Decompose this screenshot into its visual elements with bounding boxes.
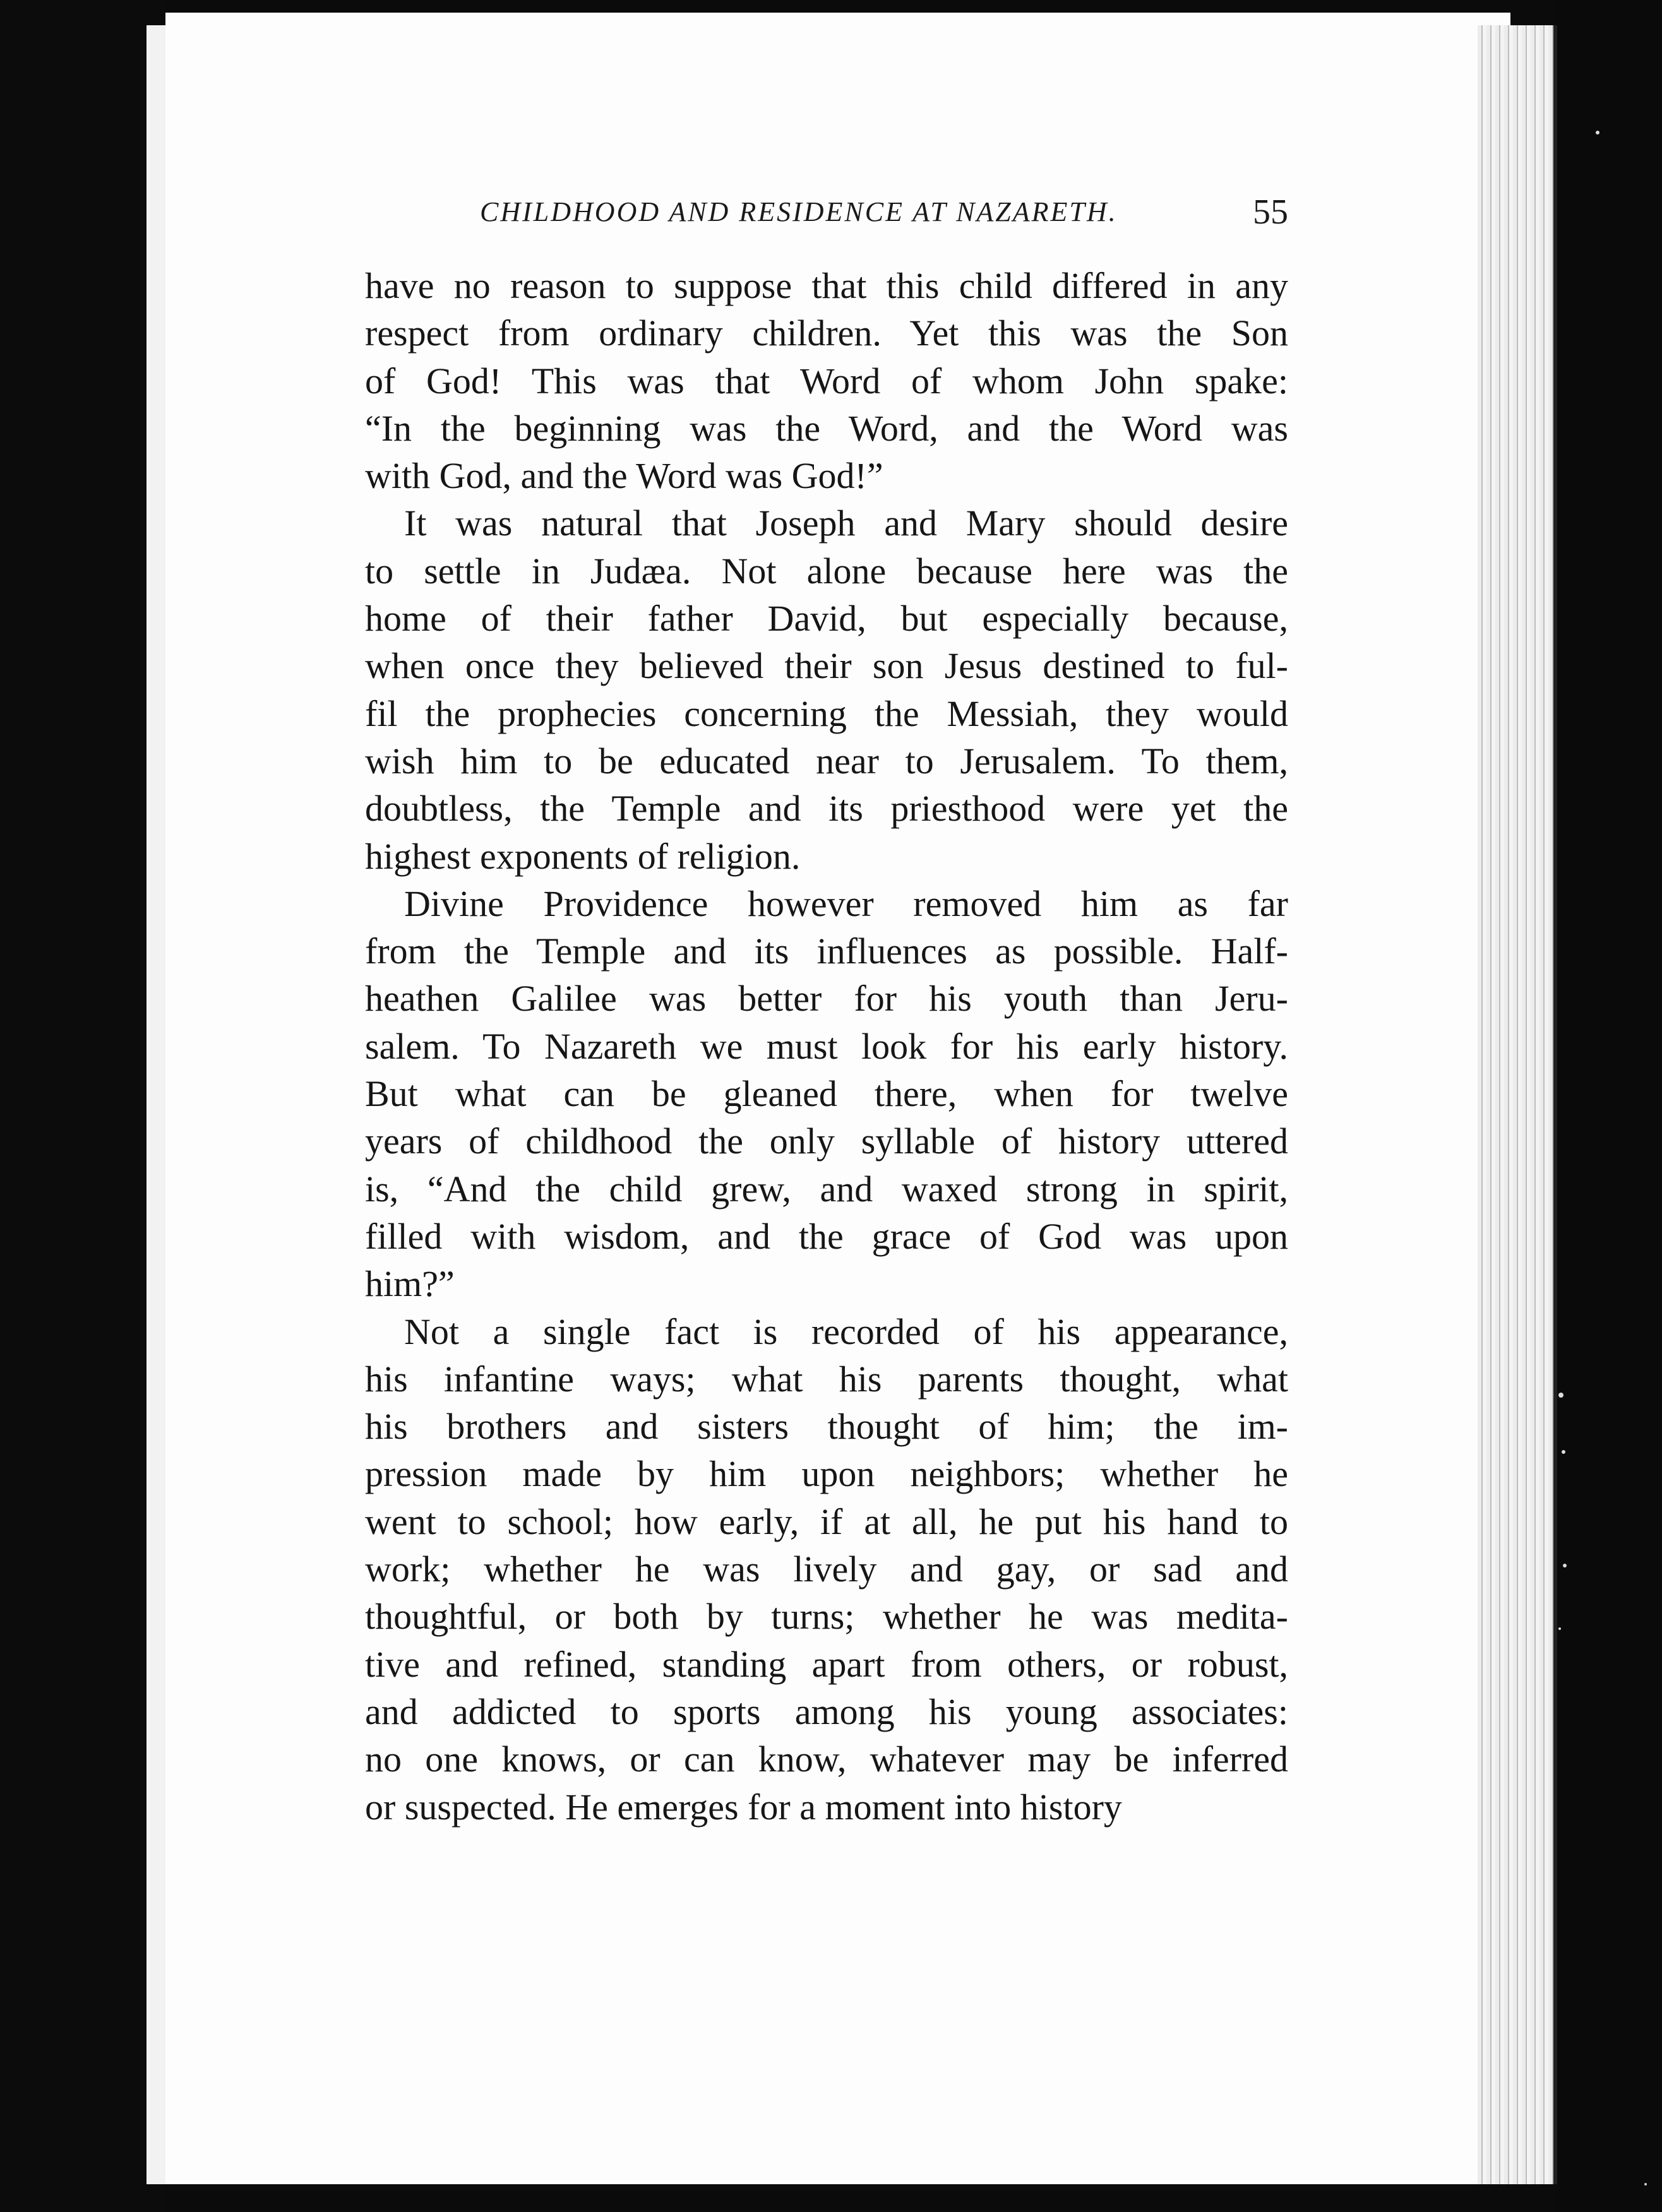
text-line: fil the prophecies concerning the Messiah, they would [365,693,1288,734]
text-line: heathen Galilee was better for his youth than Jeru- [365,978,1288,1020]
page-number: 55 [1253,193,1288,232]
text-line: pression made by him upon neighbors; whether he [365,1453,1288,1495]
text-line: to settle in Judæa. Not alone because here was the [365,550,1288,592]
text-line: home of their father David, but especially because, [365,598,1288,639]
text-line: thoughtful, or both by turns; whether he was medita- [365,1596,1288,1638]
text-line: doubtless, the Temple and its priesthood were yet the [365,788,1288,830]
text-line: from the Temple and its influences as possible. Half- [365,931,1288,972]
text-line: respect from ordinary children. Yet this was the Son [365,312,1288,354]
text-line: Not a single fact is recorded of his appearance, [404,1311,1288,1352]
text-line: salem. To Nazareth we must look for his early history. [365,1025,1288,1067]
text-line: It was natural that Joseph and Mary should desire [404,502,1288,544]
text-line: with God, and the Word was God!” [365,455,883,497]
text-line: is, “And the child grew, and waxed strong in spirit, [365,1168,1288,1210]
text-line: when once they believed their son Jesus destined to ful- [365,645,1288,687]
text-line: tive and refined, standing apart from others, or robust, [365,1643,1288,1685]
text-line: wish him to be educated near to Jerusalem. To them, [365,740,1288,782]
text-line: have no reason to suppose that this child differed in any [365,265,1288,306]
text-line: his infantine ways; what his parents thought, what [365,1358,1288,1400]
text-line: or suspected. He emerges for a moment into history [365,1786,1122,1828]
text-line: years of childhood the only syllable of history uttered [365,1121,1288,1162]
running-head: CHILDHOOD AND RESIDENCE AT NAZARETH. [480,196,1118,227]
text-line: Divine Providence however removed him as far [404,883,1288,924]
text-line: “In the beginning was the Word, and the Word was [365,407,1288,449]
text-line: and addicted to sports among his young associates: [365,1691,1288,1732]
text-line: of God! This was that Word of whom John spake: [365,360,1288,401]
text-line: highest exponents of religion. [365,835,801,877]
text-line: But what can be gleaned there, when for twelve [365,1073,1288,1115]
text-line: work; whether he was lively and gay, or sad and [365,1549,1288,1590]
text-line: went to school; how early, if at all, he put his hand to [365,1501,1288,1542]
text-line: his brothers and sisters thought of him; the im- [365,1406,1288,1448]
text-line: no one knows, or can know, whatever may be inferred [365,1739,1288,1780]
text-line: him?” [365,1263,455,1305]
text-line: filled with wisdom, and the grace of God was upon [365,1215,1288,1257]
